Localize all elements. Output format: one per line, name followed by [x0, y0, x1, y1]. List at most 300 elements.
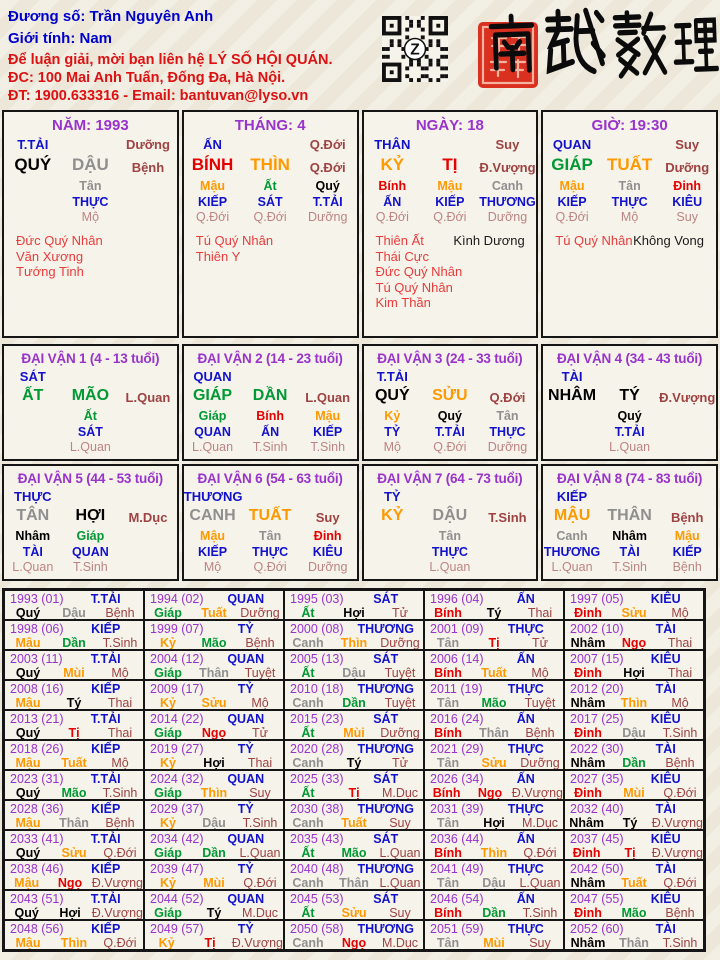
star-item: Thiên Ất [375, 233, 424, 248]
life-phase-label: Q.Đới [309, 160, 346, 175]
hidden-stem: Tân [259, 529, 282, 543]
pillar-title: GIỜ: 19:30 [591, 117, 668, 134]
year-cell-line2 [285, 846, 423, 860]
hidden-ten-god: KIÊU [672, 195, 703, 209]
year-ten-god: TỶ [237, 682, 254, 696]
year-ten-god: THƯƠNG [357, 862, 414, 876]
life-phase-label: Bệnh [131, 160, 165, 175]
year-cell-1998 [4, 620, 144, 650]
year-label: 2013 (21) [10, 712, 64, 726]
year-branch: Sửu [341, 906, 367, 920]
year-cell-2018 [4, 740, 144, 770]
hidden-ten-god: SÁT [77, 425, 103, 439]
year-stem: Kỷ [158, 936, 175, 950]
year-cell-line1 [145, 592, 283, 606]
hidden-stem: Tân [618, 179, 641, 193]
year-cell-line1 [145, 832, 283, 846]
year-ten-god: ẤN [516, 892, 535, 906]
year-cell-line1 [425, 592, 563, 606]
year-stem: Đinh [574, 786, 602, 800]
hidden-stem: Mậu [200, 529, 226, 543]
hidden-ten-god: QUAN [71, 545, 109, 559]
year-cell-line2 [145, 846, 283, 860]
year-cell-line1 [565, 742, 703, 756]
dv-title: ĐẠI VẬN 6 (54 - 63 tuổi) [197, 471, 343, 486]
year-cell-line2 [285, 636, 423, 650]
year-cell-line2 [285, 756, 423, 770]
hidden-ten-god: TỶ [384, 425, 401, 439]
hidden-stem-column [241, 179, 299, 225]
year-cell-line1 [145, 742, 283, 756]
year-cell-2025 [284, 770, 424, 800]
hidden-ten-god: KIẾP [435, 195, 465, 209]
year-stem: Giáp [154, 606, 182, 620]
year-cell-2024 [144, 770, 284, 800]
year-ten-god: TỶ [237, 922, 254, 936]
year-cell-line1 [425, 712, 563, 726]
year-life-phase: Thai [107, 696, 133, 710]
year-cell-2009 [144, 680, 284, 710]
dv-god-row [4, 369, 177, 384]
year-label: 1998 (06) [10, 622, 64, 636]
year-cell-2000 [284, 620, 424, 650]
hidden-ten-god: QUAN [194, 425, 231, 439]
year-stem: Ất [301, 726, 315, 740]
year-label: 2020 (28) [290, 742, 344, 756]
hidden-ten-god: ẤN [261, 425, 280, 439]
year-cell-2045 [284, 890, 424, 920]
hidden-ten-god: TÀI [619, 545, 640, 559]
pillar-god-row [543, 137, 716, 152]
year-stem: Ất [301, 606, 315, 620]
year-cell-line2 [565, 846, 703, 860]
earthly-branch: DẬU [432, 507, 468, 524]
year-cell-line2 [5, 666, 143, 680]
year-branch: Mão [341, 846, 367, 860]
year-cell-2037 [564, 830, 704, 860]
life-phase-label: L.Quan [305, 390, 351, 405]
dv-box-1 [2, 344, 179, 461]
hidden-stem: Quý [617, 409, 642, 423]
year-ten-god: KIÊU [650, 592, 681, 606]
ten-god-label: QUAN [193, 369, 232, 384]
year-cell-line1 [5, 892, 143, 906]
hidden-ten-god: ẤN [383, 195, 402, 209]
year-branch: Mão [201, 636, 227, 650]
year-cell-2036 [424, 830, 564, 860]
year-stem: Kỷ [160, 696, 176, 710]
year-cell-2022 [564, 740, 704, 770]
year-branch: Thân [619, 936, 649, 950]
daivan-row-2 [2, 464, 718, 581]
dv-hidden-stems-row [543, 409, 716, 455]
pillar-god-row [4, 137, 177, 152]
dv-god-row [364, 489, 537, 504]
year-cell-2008 [4, 680, 144, 710]
calligraphy-char-so [607, 9, 669, 81]
year-life-phase: Thai [247, 756, 273, 770]
year-life-phase: Dưỡng [240, 606, 280, 620]
year-cell-2010 [284, 680, 424, 710]
dv-box-8 [541, 464, 718, 581]
year-cell-line2 [565, 936, 703, 950]
year-stem: Canh [292, 696, 324, 710]
year-stem: Ất [301, 786, 315, 800]
hidden-life-phase: T.Sinh [612, 560, 647, 574]
year-ten-god: THỰC [507, 742, 544, 756]
dv-hidden-stems-row [543, 529, 716, 575]
year-stem: Mậu [15, 696, 41, 710]
year-stem: Giáp [154, 786, 182, 800]
year-ten-god: KIẾP [91, 682, 121, 696]
year-cell-2027 [564, 770, 704, 800]
year-branch: Tị [624, 846, 636, 860]
year-cell-2041 [424, 860, 564, 890]
year-cell-line1 [425, 862, 563, 876]
year-cell-2030 [284, 800, 424, 830]
year-ten-god: T.TẢI [90, 652, 121, 666]
heavenly-stem: ẤT [22, 387, 44, 404]
year-life-phase: Tử [531, 636, 548, 650]
hidden-stem: Tân [79, 179, 102, 193]
hidden-life-phase: Dưỡng [487, 440, 528, 454]
year-life-phase: L.Quan [239, 846, 281, 860]
year-life-phase: Bệnh [105, 606, 135, 620]
year-cell-2019 [144, 740, 284, 770]
year-label: 2029 (37) [150, 802, 204, 816]
hidden-life-phase: L.Quan [69, 440, 111, 454]
hidden-stem-column [299, 179, 357, 225]
hidden-stem-column [543, 529, 601, 575]
year-branch: Tị [348, 786, 360, 800]
year-stem: Đinh [574, 666, 602, 680]
year-cell-line1 [285, 802, 423, 816]
year-cell-line1 [5, 682, 143, 696]
year-stem: Nhâm [570, 936, 606, 950]
year-cell-2046 [424, 890, 564, 920]
earthly-branch: DẦN [252, 387, 288, 404]
year-stem: Quý [15, 606, 41, 620]
dv-god-row [184, 489, 357, 504]
year-stem: Canh [292, 936, 324, 950]
year-ten-god: TỶ [237, 862, 254, 876]
star-item: Tú Quý Nhân [195, 233, 274, 248]
year-cell-line2 [565, 906, 703, 920]
year-ten-god: ẤN [516, 592, 535, 606]
year-cell-2034 [144, 830, 284, 860]
year-ten-god: THƯƠNG [357, 802, 414, 816]
year-label: 2024 (32) [150, 772, 204, 786]
hidden-life-phase: L.Quan [551, 560, 593, 574]
pillars-row [2, 110, 718, 338]
year-cell-2020 [284, 740, 424, 770]
year-label: 2028 (36) [10, 802, 64, 816]
year-stem: Đinh [572, 846, 601, 860]
year-ten-god: THƯƠNG [357, 682, 414, 696]
year-label: 2030 (38) [290, 802, 344, 816]
year-life-phase: T.Sinh [662, 936, 698, 950]
hidden-life-phase: Mộ [620, 210, 639, 224]
year-life-phase: L.Quan [519, 876, 561, 890]
year-life-phase: Suy [389, 906, 411, 920]
year-ten-god: SÁT [373, 592, 399, 606]
year-cell-line1 [565, 892, 703, 906]
hidden-life-phase: Q.Đới [433, 210, 467, 224]
year-life-phase: Tuyệt [244, 666, 276, 680]
year-life-phase: Tuyệt [384, 666, 416, 680]
secondary-stars-list [633, 233, 704, 249]
life-phase-label: L.Quan [125, 390, 171, 405]
year-life-phase: Tử [391, 606, 408, 620]
year-cell-line2 [425, 726, 563, 740]
year-cell-line1 [5, 712, 143, 726]
hidden-stem-column [62, 529, 120, 575]
year-cell-line2 [145, 906, 283, 920]
year-label: 2016 (24) [430, 712, 484, 726]
year-cell-line2 [5, 846, 143, 860]
year-ten-god: TÀI [655, 802, 676, 816]
year-ten-god: ẤN [516, 832, 535, 846]
year-ten-god: T.TẢI [90, 772, 121, 786]
year-ten-god: THƯƠNG [357, 742, 414, 756]
hidden-stem-column [543, 179, 601, 225]
year-ten-god: SÁT [373, 772, 399, 786]
year-label: 2041 (49) [430, 862, 484, 876]
life-phase-label: Đ.Vượng [659, 390, 716, 405]
year-cell-line2 [565, 726, 703, 740]
year-cell-line1 [285, 712, 423, 726]
year-cell-line1 [425, 802, 563, 816]
year-life-phase: Tử [391, 756, 408, 770]
year-cell-2049 [144, 920, 284, 950]
year-cell-line2 [425, 936, 563, 950]
year-cell-line2 [285, 786, 423, 800]
year-ten-god: QUAN [227, 892, 265, 906]
year-life-phase: Q.Đới [103, 936, 137, 950]
year-cell-line1 [285, 742, 423, 756]
year-cell-line2 [5, 876, 143, 890]
hidden-stem: Canh [491, 179, 524, 193]
year-label: 2005 (13) [290, 652, 344, 666]
year-label: 2048 (56) [10, 922, 64, 936]
year-cell-line1 [5, 862, 143, 876]
year-ten-god: KIÊU [650, 712, 681, 726]
year-stem: Canh [292, 636, 324, 650]
year-stem: Mậu [15, 756, 41, 770]
ten-god-label: THƯƠNG [183, 489, 243, 504]
auspicious-stars-list [555, 233, 632, 249]
earthly-branch: TÝ [619, 387, 640, 404]
year-ten-god: SÁT [373, 712, 399, 726]
year-stem: Tân [436, 816, 460, 830]
year-label: 2010 (18) [290, 682, 344, 696]
year-cell-2011 [424, 680, 564, 710]
year-stem: Tân [436, 936, 460, 950]
year-cell-2032 [564, 800, 704, 830]
year-cell-2051 [424, 920, 564, 950]
hidden-stem: Kỷ [384, 409, 401, 423]
hidden-life-phase: Dưỡng [307, 210, 348, 224]
year-cell-line2 [565, 606, 703, 620]
hidden-stem: Tân [496, 409, 519, 423]
year-cell-line1 [285, 772, 423, 786]
hidden-life-phase: Suy [676, 210, 698, 224]
year-life-phase: T.Sinh [662, 726, 698, 740]
life-phase-label: Q.Đới [489, 390, 526, 405]
year-cell-line2 [285, 606, 423, 620]
heavenly-stem: QUÝ [374, 387, 410, 404]
year-life-phase: Bệnh [245, 636, 275, 650]
year-cell-2039 [144, 860, 284, 890]
dv-box-4 [541, 344, 718, 461]
year-cell-line1 [565, 712, 703, 726]
year-stem: Canh [292, 876, 324, 890]
year-label: 2031 (39) [430, 802, 484, 816]
dv-title: ĐẠI VẬN 2 (14 - 23 tuổi) [197, 351, 343, 366]
year-label: 2049 (57) [150, 922, 204, 936]
year-stem: Bính [434, 906, 462, 920]
year-stem: Canh [292, 756, 324, 770]
year-life-phase: Mộ [111, 666, 129, 680]
hidden-stem-column [601, 529, 659, 575]
year-label: 2019 (27) [150, 742, 204, 756]
dv-hidden-stems-row [364, 529, 537, 575]
year-cell-line1 [145, 892, 283, 906]
year-stem: Bính [434, 846, 462, 860]
year-cell-line1 [285, 862, 423, 876]
year-stem: Quý [15, 786, 41, 800]
year-label: 2036 (44) [430, 832, 484, 846]
year-ten-god: ẤN [516, 652, 535, 666]
year-branch: Dậu [342, 666, 366, 680]
earthly-branch: THÂN [607, 507, 652, 524]
year-branch: Mùi [343, 726, 365, 740]
dv-box-2 [182, 344, 359, 461]
year-ten-god: THỰC [507, 802, 544, 816]
year-stem: Kỷ [160, 636, 176, 650]
year-stem: Nhâm [570, 756, 606, 770]
year-cell-1999 [144, 620, 284, 650]
year-life-phase: L.Quan [379, 846, 421, 860]
hidden-stem: Đinh [313, 529, 342, 543]
year-cell-line2 [565, 696, 703, 710]
year-life-phase: Thai [667, 636, 693, 650]
hidden-ten-god: T.TẢI [434, 425, 465, 439]
hidden-stem: Giáp [198, 409, 227, 423]
year-table [2, 588, 706, 952]
earthly-branch: MÃO [71, 387, 110, 404]
year-branch: Sửu [61, 846, 87, 860]
ten-god-label: THÂN [374, 137, 411, 152]
hidden-stem: Nhâm [15, 529, 51, 543]
year-ten-god: KIẾP [91, 742, 121, 756]
hidden-stem-column [184, 179, 242, 225]
year-ten-god: ẤN [516, 772, 535, 786]
year-branch: Mão [61, 786, 87, 800]
year-branch: Hợi [343, 606, 365, 620]
hidden-stem-column [62, 409, 120, 455]
year-life-phase: Q.Đới [103, 846, 137, 860]
hidden-stem-column [184, 409, 242, 455]
year-cell-line2 [565, 666, 703, 680]
year-branch: Mùi [203, 876, 225, 890]
pillar-god-row [184, 137, 357, 152]
year-life-phase: M.Dục [521, 816, 559, 830]
year-ten-god: TỶ [237, 622, 254, 636]
year-cell-line1 [565, 922, 703, 936]
year-cell-line1 [565, 832, 703, 846]
dv-main-row [364, 387, 537, 405]
year-label: 2046 (54) [430, 892, 484, 906]
ten-god-label: THỰC [14, 489, 52, 504]
client-name-line: Đương số: Trần Nguyên Anh [8, 8, 214, 25]
hidden-life-phase: L.Quan [429, 560, 471, 574]
pillar-main-row [364, 155, 537, 175]
year-cell-line1 [5, 832, 143, 846]
hidden-stem: Ất [83, 409, 97, 423]
year-ten-god: THỰC [507, 682, 544, 696]
year-label: 2038 (46) [10, 862, 64, 876]
year-cell-line1 [565, 682, 703, 696]
year-label: 2004 (12) [150, 652, 204, 666]
year-label: 2021 (29) [430, 742, 484, 756]
hidden-ten-god: THƯƠNG [543, 545, 601, 559]
year-stem: Nhâm [569, 816, 605, 830]
year-branch: Tý [346, 756, 362, 770]
year-cell-2013 [4, 710, 144, 740]
year-branch: Hợi [623, 666, 645, 680]
year-ten-god: QUAN [227, 652, 265, 666]
year-stem: Đinh [574, 906, 602, 920]
star-item: Thái Cực [375, 248, 429, 264]
heavenly-stem: QUÝ [14, 155, 52, 174]
year-cell-line1 [5, 652, 143, 666]
hidden-ten-god: THƯƠNG [479, 195, 536, 209]
year-ten-god: QUAN [227, 772, 265, 786]
hidden-ten-god: KIẾP [313, 425, 343, 439]
year-branch: Tý [206, 906, 222, 920]
year-label: 2042 (50) [570, 862, 624, 876]
year-label: 2050 (58) [290, 922, 344, 936]
year-life-phase: Mộ [671, 606, 689, 620]
year-life-phase: T.Sinh [242, 816, 278, 830]
year-ten-god: TÀI [655, 922, 676, 936]
year-branch: Thìn [620, 696, 648, 710]
hidden-stem: Nhâm [612, 529, 647, 543]
year-cell-line2 [425, 606, 563, 620]
hidden-ten-god: KIẾP [672, 545, 702, 559]
hidden-life-phase: L.Quan [609, 440, 651, 454]
hidden-ten-god: THỰC [611, 195, 648, 209]
hidden-life-phase: Q.Đới [375, 210, 409, 224]
hidden-stem: Ất [263, 179, 277, 193]
year-label: 2047 (55) [570, 892, 624, 906]
dv-box-5 [2, 464, 179, 581]
year-branch: Ngọ [341, 936, 367, 950]
year-ten-god: T.TẢI [90, 892, 121, 906]
star-item: Văn Xương [16, 248, 84, 264]
year-cell-2005 [284, 650, 424, 680]
dv-main-row [364, 507, 537, 525]
year-branch: Mùi [623, 786, 645, 800]
year-cell-line1 [425, 622, 563, 636]
dv-main-row [4, 387, 177, 405]
hidden-stem-column [4, 529, 62, 575]
year-life-phase: Thai [107, 726, 133, 740]
heavenly-stem: CANH [189, 507, 236, 524]
year-label: 2037 (45) [570, 832, 624, 846]
star-item: Đức Quý Nhân [16, 233, 103, 248]
